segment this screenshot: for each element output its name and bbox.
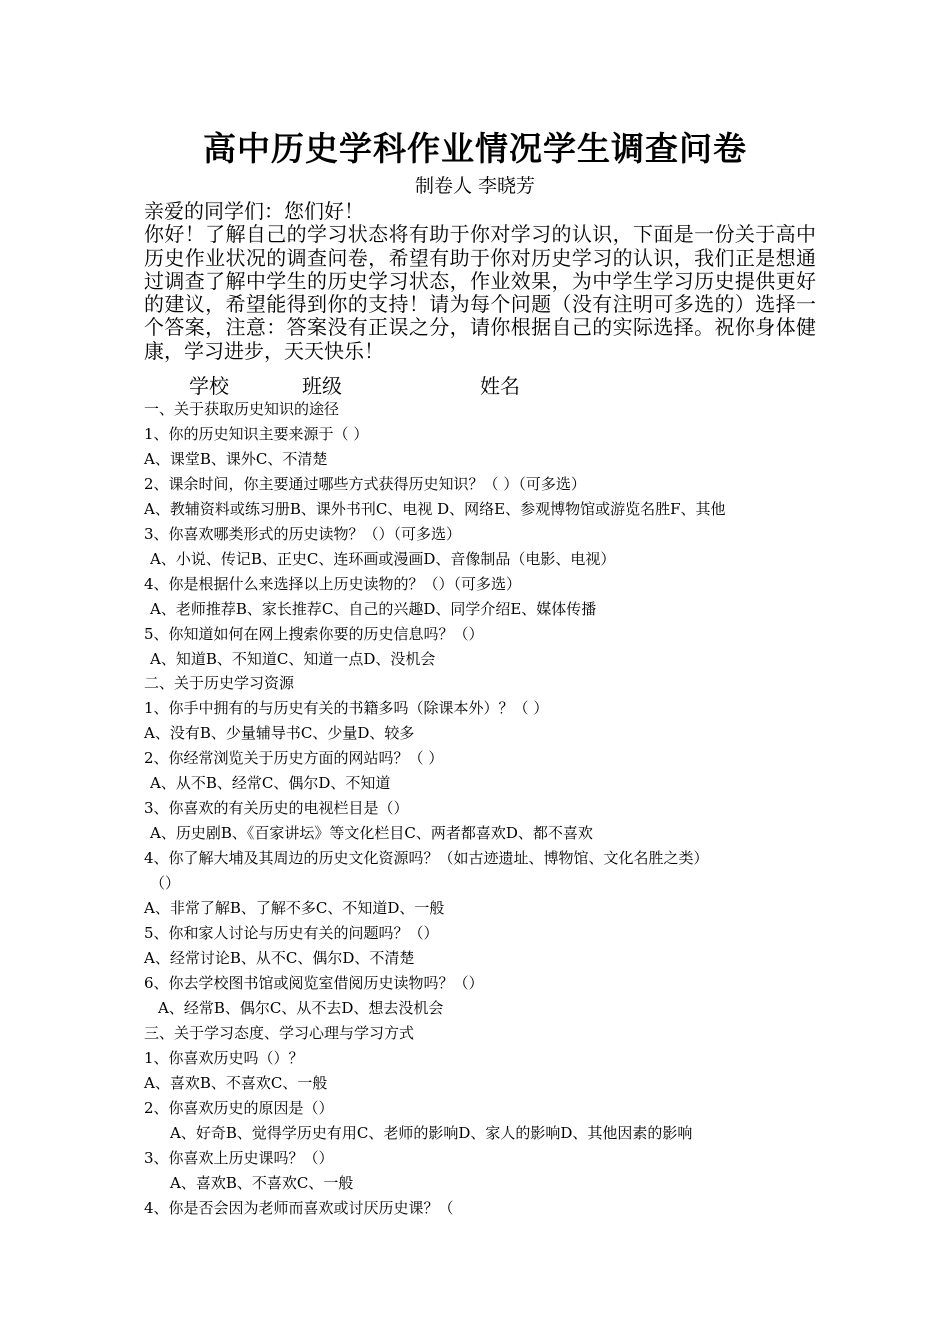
section-heading: 一、关于获取历史知识的途径	[144, 400, 340, 418]
intro-paragraph: 你好！了解自己的学习状态将有助于你对学习的认识，下面是一份关于高中历史作业状况的调查问卷，希望有助于你对历史学习的认识，我们正是想通过调查了解中学生的历史学习状态，作业效果，为中学生学习历史提供更好的建议，希望能得到你的支持！请为每个问题（没有注明可多选的）选择一个答案，注意：答案没有正误之分，请你根据自己的实际选择。祝你身体健康，学习进步，天天快乐！	[144, 222, 816, 363]
answer-options: A、经常B、偶尔C、从不去D、想去没机会	[158, 998, 444, 1017]
name-label: 姓名	[480, 374, 520, 398]
section-heading: 三、关于学习态度、学习心理与学习方式	[144, 1023, 415, 1042]
class-label: 班级	[302, 374, 342, 398]
answer-options: A、历史剧B、《百家讲坛》等文化栏目C、两者都喜欢D、都不喜欢	[150, 824, 593, 843]
answer-options: A、老师推荐B、家长推荐C、自己的兴趣D、同学介绍E、媒体传播	[150, 599, 597, 618]
page-title: 高中历史学科作业情况学生调查问卷	[203, 129, 747, 168]
question: 4、你了解大埔及其周边的历史文化资源吗？（如古迹遗址、博物馆、文化名胜之类）	[144, 849, 709, 868]
answer-options: A、知道B、不知道C、知道一点D、没机会	[150, 649, 436, 668]
student-info-row	[0, 373, 950, 399]
answer-options: A、好奇B、觉得学历史有用C、老师的影响D、家人的影响D、其他因素的影响	[170, 1123, 693, 1142]
question: 1、你的历史知识主要来源于（ ）	[144, 424, 369, 443]
question: 3、你喜欢哪类形式的历史读物？（）（可多选）	[144, 524, 462, 543]
answer-options: A、课堂B、课外C、不清楚	[144, 449, 328, 468]
question: 2、你经常浏览关于历史方面的网站吗？（ ）	[144, 749, 444, 768]
question: 4、你是根据什么来选择以上历史读物的？（）（可多选）	[144, 574, 522, 593]
answer-options: A、喜欢B、不喜欢C、一般	[144, 1073, 328, 1092]
greeting: 亲爱的同学们：您们好！	[144, 199, 364, 223]
answer-options: A、非常了解B、了解不多C、不知道D、一般	[144, 899, 445, 918]
question: 4、你是否会因为老师而喜欢或讨厌历史课？（	[144, 1198, 454, 1217]
question: 3、你喜欢上历史课吗？（）	[144, 1148, 334, 1167]
question: 2、课余时间，你主要通过哪些方式获得历史知识？（ ）（可多选）	[144, 474, 586, 493]
author-line: 制卷人 李晓芳	[414, 175, 536, 197]
question: 5、你知道如何在网上搜索你要的历史信息吗？（）	[144, 624, 484, 643]
answer-options: A、教辅资料或练习册B、课外书刊C、电视 D、网络E、参观博物馆或游览名胜F、其他	[144, 499, 726, 518]
school-label: 学校	[189, 374, 229, 398]
answer-blank: （）	[150, 874, 181, 893]
question: 6、你去学校图书馆或阅览室借阅历史读物吗？（）	[144, 973, 484, 992]
question: 5、你和家人讨论与历史有关的问题吗？（）	[144, 924, 439, 943]
section-heading: 二、关于历史学习资源	[144, 674, 295, 693]
question-list	[144, 397, 824, 1220]
intro-section	[144, 200, 816, 363]
question: 1、你喜欢历史吗（）？	[144, 1048, 304, 1067]
answer-options: A、经常讨论B、从不C、偶尔D、不清楚	[144, 948, 415, 967]
question: 3、你喜欢的有关历史的电视栏目是（）	[144, 799, 409, 818]
answer-options: A、没有B、少量辅导书C、少量D、较多	[144, 724, 415, 743]
answer-options: A、喜欢B、不喜欢C、一般	[170, 1173, 354, 1192]
answer-options: A、小说、传记B、正史C、连环画或漫画D、音像制品（电影、电视）	[150, 549, 616, 568]
question: 1、你手中拥有的与历史有关的书籍多吗（除课本外）？（ ）	[144, 699, 549, 718]
question: 2、你喜欢历史的原因是（）	[144, 1098, 334, 1117]
answer-options: A、从不B、经常C、偶尔D、不知道	[150, 774, 391, 793]
